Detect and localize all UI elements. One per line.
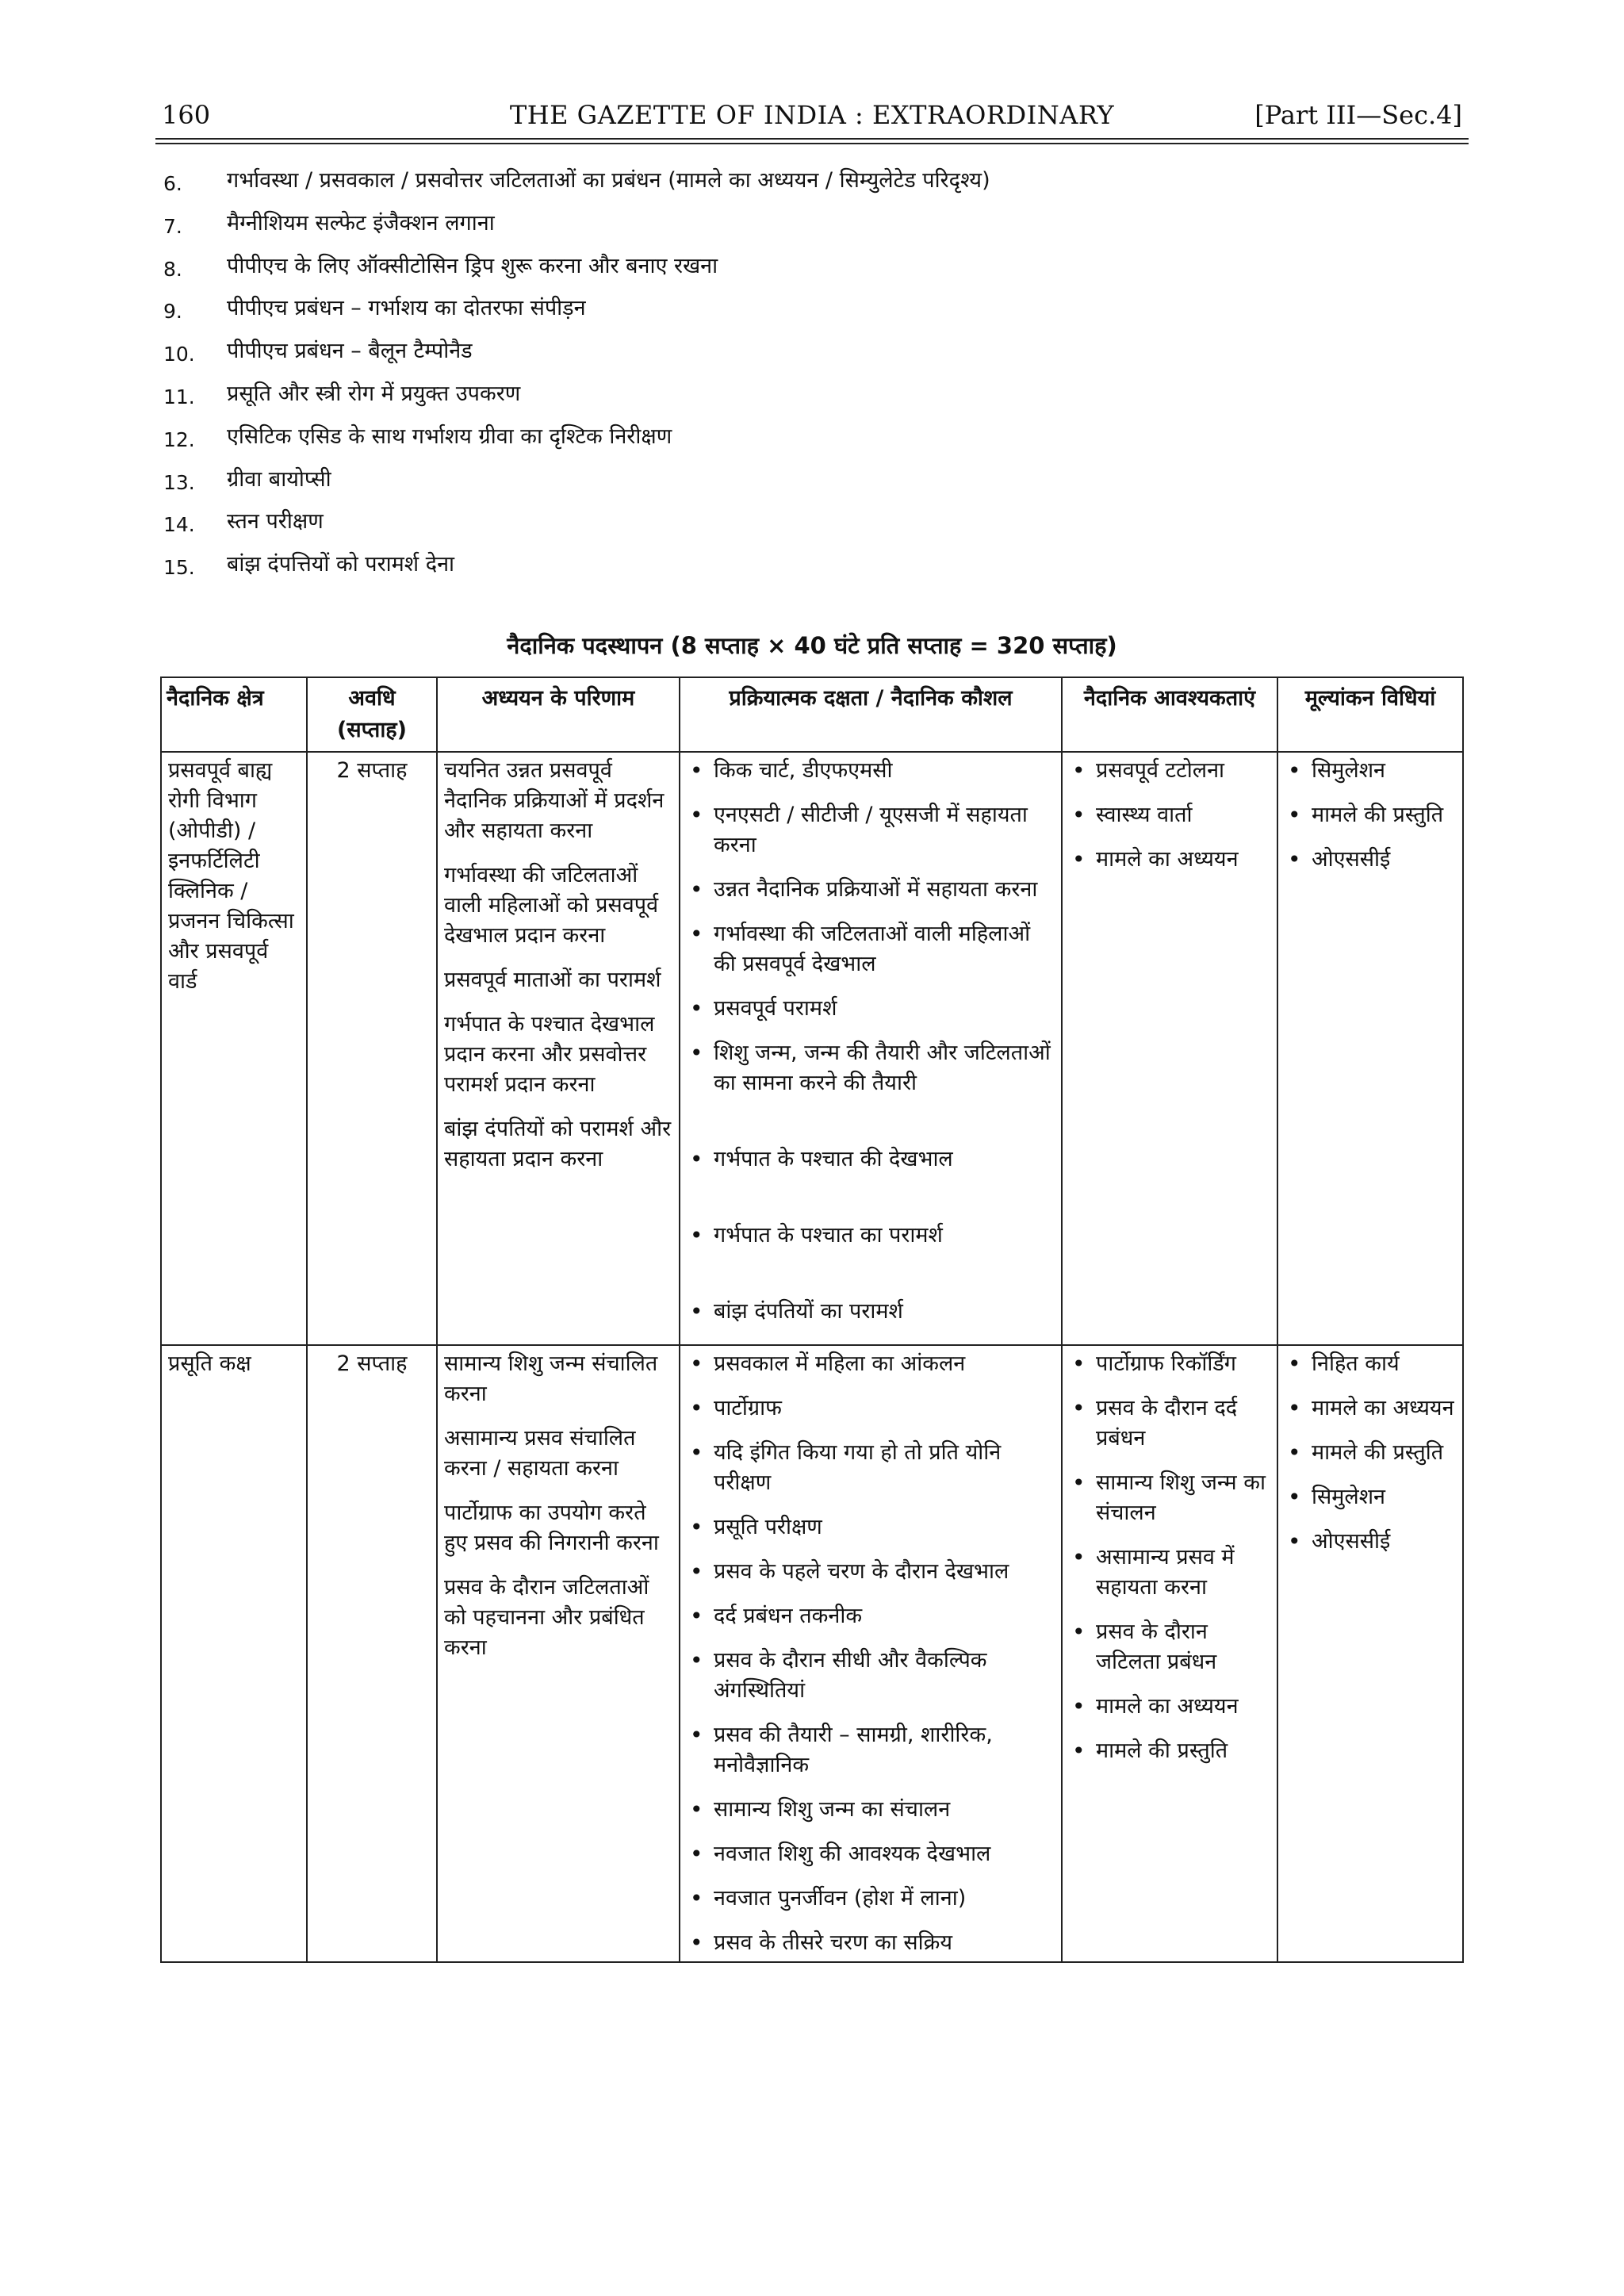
numbered-list (163, 165, 1511, 592)
bullet-item: • मामले की प्रस्तुति (1069, 1736, 1270, 1766)
col-header-assessment: मूल्यांकन विधियां (1277, 677, 1463, 752)
cell-area: प्रसूति कक्ष (161, 1345, 307, 1962)
bullet-item: • ओएससीई (1285, 845, 1456, 875)
bullet-item: • प्रसव के दौरान सीधी और वैकल्पिक अंगस्थितियां (687, 1646, 1055, 1706)
bullet-item: • सिमुलेशन (1285, 1482, 1456, 1512)
cell-skills (680, 752, 1062, 1345)
gazette-title: THE GAZETTE OF INDIA : EXTRAORDINARY (509, 100, 1115, 130)
bullet-item: • गर्भपात के पश्चात का परामर्श (687, 1221, 1055, 1251)
table-row (161, 1345, 1463, 1962)
outcome-text: सामान्य शिशु जन्म संचालित करना (444, 1351, 658, 1406)
bullet-item: • गर्भावस्था की जटिलताओं वाली महिलाओं की प्रसवपूर्व देखभाल (687, 919, 1055, 979)
cell-assessment (1277, 1345, 1463, 1962)
col-header-outcomes: अध्ययन के परिणाम (437, 677, 680, 752)
bullet-item: • प्रसवपूर्व परामर्श (687, 994, 1055, 1024)
outcome-text: पार्टोग्राफ का उपयोग करते हुए प्रसव की निगरानी करना (444, 1501, 659, 1555)
outcome-text: गर्भपात के पश्चात देखभाल प्रदान करना और प्रसवोत्तर परामर्श प्रदान करना (444, 1012, 655, 1097)
list-item: 13. ग्रीवा बायोप्सी (163, 466, 331, 494)
bullet-item: • मामले की प्रस्तुति (1285, 1438, 1456, 1468)
bullet-item: • दर्द प्रबंधन तकनीक (687, 1601, 1055, 1631)
col-header-skills: प्रक्रियात्मक दक्षता / नैदानिक कौशल (680, 677, 1062, 752)
list-item: 14. स्तन परीक्षण (163, 509, 324, 537)
bullet-item: • यदि इंगित किया गया हो तो प्रति योनि परीक्षण (687, 1438, 1055, 1498)
list-item: 12. एसिटिक एसिड के साथ गर्भाशय ग्रीवा का दृश्टिक निरीक्षण (163, 424, 672, 451)
bullet-item: • स्वास्थ्य वार्ता (1069, 800, 1270, 830)
bullet-item: • असामान्य प्रसव में सहायता करना (1069, 1543, 1270, 1603)
bullet-item: • प्रसव की तैयारी – सामग्री, शारीरिक, मनोवैज्ञानिक (687, 1720, 1055, 1780)
cell-outcomes (437, 1345, 680, 1962)
bullet-item: • नवजात पुनर्जीवन (होश में लाना) (687, 1884, 1055, 1914)
bullet-item: • निहित कार्य (1285, 1349, 1456, 1379)
list-item: 15. बांझ दंपत्तियों को परामर्श देना (163, 552, 455, 580)
list-item: 11. प्रसूति और स्त्री रोग में प्रयुक्त उपकरण (163, 381, 521, 408)
bullet-item: • सामान्य शिशु जन्म का संचालन (1069, 1468, 1270, 1528)
list-item: 9. पीपीएच प्रबंधन – गर्भाशय का दोतरफा संपीड़न (163, 296, 586, 324)
bullet-item: • उन्नत नैदानिक प्रक्रियाओं में सहायता करना (687, 875, 1055, 905)
bullet-item: • मामले का अध्ययन (1069, 845, 1270, 875)
outcome-text: प्रसव के दौरान जटिलताओं को पहचानना और प्रबंधित करना (444, 1575, 649, 1660)
outcome-text: चयनित उन्नत प्रसवपूर्व नैदानिक प्रक्रियाओं में प्रदर्शन और सहायता करना (444, 758, 665, 843)
bullet-item: • पार्टोग्राफ (687, 1393, 1055, 1424)
bullet-item: • गर्भपात के पश्चात की देखभाल (687, 1144, 1055, 1175)
bullet-item: • सामान्य शिशु जन्म का संचालन (687, 1795, 1055, 1825)
col-header-area: नैदानिक क्षेत्र (161, 677, 307, 752)
cell-duration: 2 सप्ताह (307, 752, 437, 1345)
bullet-item: • पार्टोग्राफ रिकॉर्डिंग (1069, 1349, 1270, 1379)
outcome-text: प्रसवपूर्व माताओं का परामर्श (444, 968, 661, 992)
list-item: 6. गर्भावस्था / प्रसवकाल / प्रसवोत्तर जटिलताओं का प्रबंधन (मामले का अध्ययन / सिम्युलेटेड परिदृश्य) (163, 168, 990, 195)
table-header-row (161, 677, 1463, 752)
bullet-item: • प्रसवकाल में महिला का आंकलन (687, 1349, 1055, 1379)
bullet-item: • प्रसव के दौरान दर्द प्रबंधन (1069, 1393, 1270, 1454)
list-item: 8. पीपीएच के लिए ऑक्सीटोसिन ड्रिप शुरू करना और बनाए रखना (163, 253, 718, 281)
outcome-text: असामान्य प्रसव संचालित करना / सहायता करना (444, 1426, 636, 1481)
cell-area: प्रसवपूर्व बाह्य रोगी विभाग (ओपीडी) / इनफर्टिलिटी क्लिनिक / प्रजनन चिकित्सा और प्रसवपूर्व वार्ड (161, 752, 307, 1345)
table-caption: नैदानिक पदस्थापन (8 सप्ताह × 40 घंटे प्रति सप्ताह = 320 सप्ताह) (507, 632, 1117, 659)
col-header-duration: अवधि (सप्ताह) (307, 677, 437, 752)
bullet-item: • ओएससीई (1285, 1527, 1456, 1557)
cell-skills (680, 1345, 1062, 1962)
header-rule-top (155, 138, 1469, 140)
bullet-item: • प्रसव के पहले चरण के दौरान देखभाल (687, 1557, 1055, 1587)
bullet-item: • मामले का अध्ययन (1285, 1393, 1456, 1424)
bullet-item: • एनएसटी / सीटीजी / यूएसजी में सहायता करना (687, 800, 1055, 861)
bullet-item: • प्रसव के तीसरे चरण का सक्रिय (687, 1928, 1055, 1958)
table-row (161, 752, 1463, 1345)
cell-assessment (1277, 752, 1463, 1345)
bullet-item: • प्रसवपूर्व टटोलना (1069, 756, 1270, 786)
page-number: 160 (162, 100, 211, 130)
cell-requirements (1062, 1345, 1277, 1962)
page-header (162, 100, 1462, 138)
list-item: 7. मैग्नीशियम सल्फेट इंजैक्शन लगाना (163, 210, 495, 238)
col-header-requirements: नैदानिक आवश्यकताएं (1062, 677, 1277, 752)
bullet-item: • मामले की प्रस्तुति (1285, 800, 1456, 830)
bullet-item: • सिमुलेशन (1285, 756, 1456, 786)
bullet-item: • किक चार्ट, डीएफएमसी (687, 756, 1055, 786)
bullet-item: • शिशु जन्म, जन्म की तैयारी और जटिलताओं का सामना करने की तैयारी (687, 1038, 1055, 1098)
bullet-item: • प्रसव के दौरान जटिलता प्रबंधन (1069, 1617, 1270, 1677)
cell-duration: 2 सप्ताह (307, 1345, 437, 1962)
bullet-item: • नवजात शिशु की आवश्यक देखभाल (687, 1839, 1055, 1869)
cell-requirements (1062, 752, 1277, 1345)
header-rule-bottom (155, 143, 1469, 144)
outcome-text: गर्भावस्था की जटिलताओं वाली महिलाओं को प्रसवपूर्व देखभाल प्रदान करना (444, 863, 659, 948)
list-item: 10. पीपीएच प्रबंधन – बैलून टैम्पोनैड (163, 339, 473, 366)
outcome-text: बांझ दंपतियों को परामर्श और सहायता प्रदान करना (444, 1117, 672, 1171)
cell-outcomes (437, 752, 680, 1345)
clinical-posting-table (160, 677, 1464, 1963)
part-section: [Part III—Sec.4] (1254, 100, 1462, 130)
bullet-item: • बांझ दंपतियों का परामर्श (687, 1297, 1055, 1327)
bullet-item: • मामले का अध्ययन (1069, 1692, 1270, 1722)
bullet-item: • प्रसूति परीक्षण (687, 1512, 1055, 1543)
